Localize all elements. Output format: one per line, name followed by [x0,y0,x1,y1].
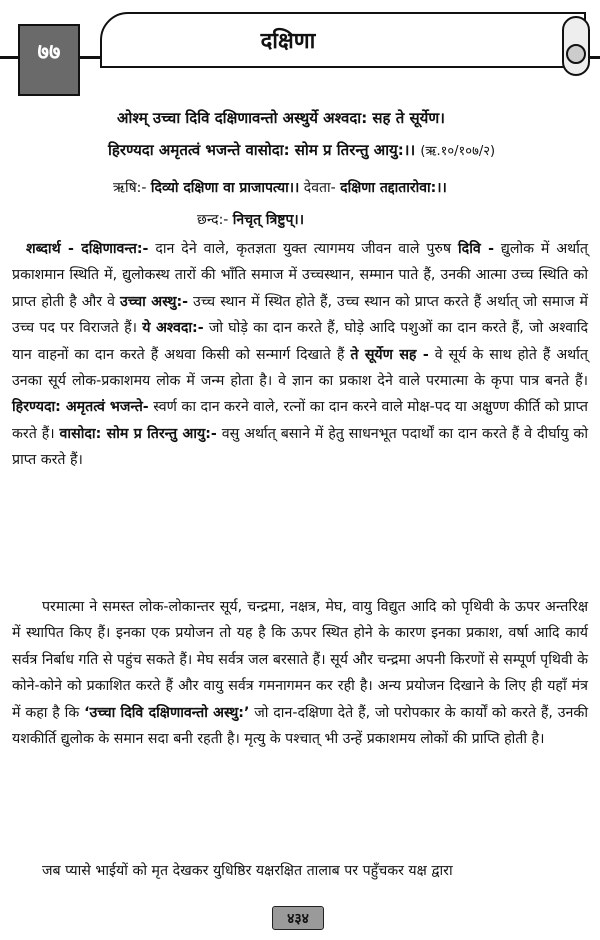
rishi-devata-line [113,178,447,197]
chapter-number-tab [18,24,80,96]
text-span: वसु अर्थात् बसाने में हेतु साधनभूत पदार्थों का दान करते हैं वे दीर्घायु को प्राप्त करते हैं। [12,425,589,469]
mantra-line-2 [108,140,592,160]
term-hiranyadah: हिरण्यदा: अमृतत्वं भजन्ते- [12,399,149,416]
term-dakshinavantah: शब्दार्थ - दक्षिणावन्त:- [26,241,149,257]
text-span: द्युलोक में अर्थात् प्रकाशमान स्थिति में, द्युलोकस्थ तारों की भाँति समाज में उच्चस्थान, सम्मान पाते हैं, उनकी आत्मा उच्च स्थिति को प्राप्त होती है और वे [12,241,588,310]
text-span: दान देने वाले, कृतज्ञता युक्त त्यागमय जीवन वाले पुरुष [148,241,458,257]
text-span: जब प्यासे भाईयों को मृत देखकर युधिष्ठिर यक्षरक्षित तालाब पर पहुँचकर यक्ष द्वारा [42,863,453,879]
scroll-curl-ornament [566,44,586,64]
page-number-text: ४३४ [287,910,309,927]
text-span: जो दान-दक्षिणा देते हैं, जो परोपकार के कार्यों को करते हैं, उनकी यशकीर्ति द्युलोक के समान सदा बनी रहती है। मृत्यु के पश्चात् भी उन्हें प्रकाशमय लोकों की प्राप्ति होती है। [12,704,588,748]
term-divi: दिवि - [458,241,494,257]
story-paragraph [12,858,588,884]
text-span: स्वर्ण का दान करने वाले, रत्नों का दान करने वाले मोक्ष-पद या अक्षुण्ण कीर्ति को प्राप्त करते हैं। [12,399,588,442]
term-uchcha-asthu: उच्चा अस्थु:- [120,293,189,310]
term-vasodah: वासोदा: सोम प्र तिरन्तु आयु:- [59,425,217,442]
term-ye-ashvadah: ये अश्वदा:- [142,320,204,337]
rishi-label: ऋषि:- [113,180,147,196]
devata-value: दक्षिणा तद्दातारोवा:।। [340,180,447,196]
text-span: वे सूर्य के साथ होते हैं अर्थात् उनका सूर्य लोक-प्रकाशमय लोक में जन्म होता है। वे ज्ञान का प्रकाश देने वाले परमात्मा के कृपा पात्र बनते हैं। [12,346,589,390]
explanation-paragraph [12,594,588,752]
chapter-number: ७७ [37,40,61,65]
term-te-suryena-saha: ते सूर्येण सह - [350,346,429,363]
devata-label: देवता- [303,180,336,196]
mantra-line-2-text: हिरण्यदा अमृतत्वं भजन्ते वासोदा: सोम प्र तिरन्तु आयु:।। [108,141,416,159]
mantra-reference: (ऋ.१०/१०७/२) [420,144,496,159]
quoted-mantra: ‘उच्चा दिवि दक्षिणावन्तो अस्थु:’ [84,704,250,721]
page-title: दक्षिणा [260,29,316,54]
title-banner [100,12,586,68]
chhand-line [197,210,304,229]
text-span: जो घोड़े का दान करते हैं, घोड़े आदि पशुओं का दान करते हैं, जो अश्वादि यान वाहनों का दान करते हैं अथवा किसी को सन्मार्ग दिखाते हैं [12,320,589,363]
word-meaning-paragraph [12,236,588,474]
chhand-value: निचृत् त्रिष्टुप्।। [232,212,305,228]
rishi-value: दिव्यो दक्षिणा वा प्राजापत्या।। [150,180,300,196]
page-number [272,906,324,930]
text-span: परमात्मा ने समस्त लोक-लोकान्तर सूर्य, चन्द्रमा, नक्षत्र, मेघ, वायु विद्युत आदि को पृथिवी के ऊपर अन्तरिक्ष में स्थापित किए हैं। इनका एक प्रयोजन तो यह है कि ऊपर स्थित होने के कारण इनका प्रकाश, वर्षा आदि कार्य सर्वत्र निर्बाध गति से पहुंच सकते हैं। मेघ सर्वत्र जल बरसाते हैं। सूर्य और चन्द्रमा अपनी किरणों से सम्पूर्ण पृथिवी के कोने-कोने को प्रकाशित करते हैं और वायु सर्वत्र गमनागमन कर रही है। अन्य प्रयोजन दिखाने के लिए ही यहाँ मंत्र में कहा है कि [12,599,588,721]
mantra-line-1: ओश्म् उच्चा दिवि दक्षिणावन्तो अस्थुर्ये अश्वदा: सह ते सूर्येण। [117,109,445,127]
text-span: उच्च स्थान में स्थित होते हैं, उच्च स्थान को प्राप्त करते हैं अर्थात् जो समाज में उच्च पद पर विराजते हैं। [12,293,588,337]
chhand-label: छन्द:- [197,212,229,228]
